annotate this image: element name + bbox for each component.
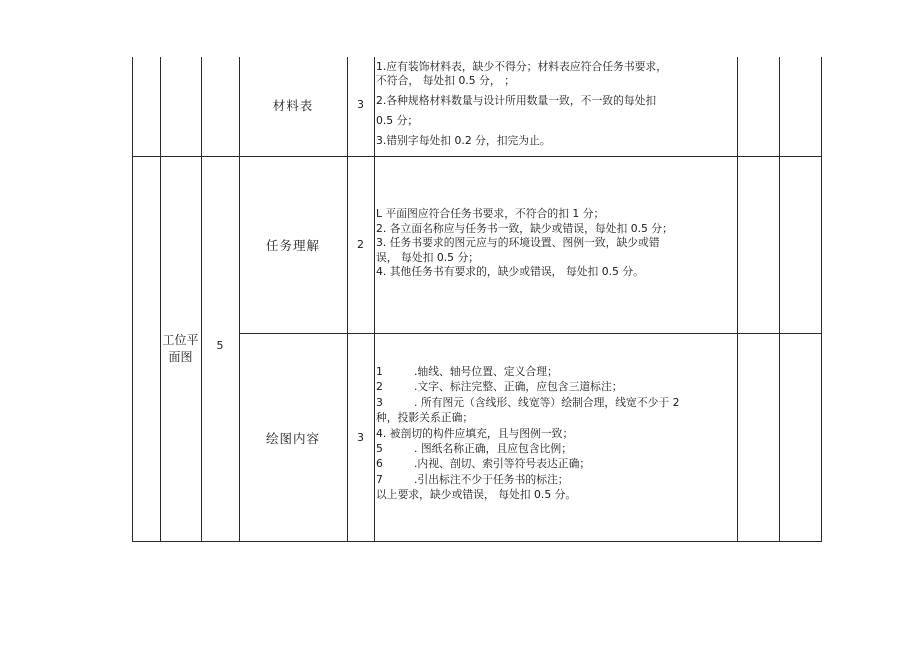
category-score: 5 [216, 338, 224, 352]
item-name: 任务理解 [265, 237, 320, 253]
item-score: 3 [357, 98, 364, 111]
criteria-line: 1.应有装饰材料表，缺少不得分；材料表应符合任务书要求， [376, 60, 668, 73]
criteria-number: 2 [376, 380, 383, 394]
criteria-materials [376, 60, 736, 148]
item-cell-task-understanding [239, 156, 347, 333]
criteria-text: .轴线、轴号位置、定义合理； [414, 365, 558, 378]
criteria-text: .内视、剖切、索引等符号表达正确； [414, 457, 591, 471]
criteria-line: 4. 其他任务书有要求的，缺少或错误， 每处扣 0.5 分。 [376, 265, 644, 279]
item-name: 材料表 [272, 97, 314, 113]
item-name: 绘图内容 [265, 430, 320, 446]
criteria-line: 0.5 分； [376, 114, 419, 127]
criteria-task-understanding [376, 207, 736, 280]
criteria-line: 种，投影关系正确； [376, 411, 474, 425]
col-divider-6 [737, 57, 738, 541]
category-name-line2: 面图 [168, 350, 193, 364]
criteria-number: 5 [376, 442, 383, 456]
item-cell-drawing-content [239, 333, 347, 542]
criteria-line [376, 364, 736, 379]
scoring-table [132, 57, 822, 542]
criteria-line: 4. 被剖切的构件应填充，且与图例一致； [376, 426, 574, 440]
category-score-cell [201, 156, 239, 542]
criteria-number: 3 [376, 395, 383, 409]
criteria-text: . 图纸名称正确，且应包含比例； [414, 442, 573, 456]
criteria-number: 1 [376, 365, 383, 378]
criteria-line: 不符合， 每处扣 0.5 分， ； [376, 74, 515, 87]
criteria-line: 2.各种规格材料数量与设计所用数量一致，不一致的每处扣 [376, 94, 657, 107]
item-score: 2 [357, 238, 364, 251]
score-cell-drawing-content [347, 333, 374, 542]
criteria-line: 2. 各立面名称应与任务书一致，缺少或错误，每处扣 0.5 分； [376, 221, 673, 235]
score-cell-materials [347, 57, 374, 156]
criteria-line: 以上要求，缺少或错误， 每处扣 0.5 分。 [376, 488, 577, 502]
criteria-number: 7 [376, 472, 383, 486]
category-name-cell [160, 156, 201, 542]
criteria-text: .文字、标注完整、正确，应包含三道标注； [414, 380, 623, 394]
criteria-line [376, 379, 736, 394]
item-cell-materials [239, 57, 347, 156]
score-cell-task-understanding [347, 156, 374, 333]
criteria-line: 3.错别字每处扣 0.2 分，扣完为止。 [376, 134, 551, 147]
criteria-line: 误， 每处扣 0.5 分； [376, 250, 480, 264]
criteria-line [376, 472, 736, 487]
criteria-number: 6 [376, 457, 383, 471]
criteria-line [376, 456, 736, 471]
criteria-line: 3. 任务书要求的图元应与的环境设置、图例一致，缺少或错 [376, 236, 660, 250]
criteria-text: .引出标注不少于任务书的标注； [414, 472, 569, 486]
item-score: 3 [357, 431, 364, 444]
criteria-line: L 平面图应符合任务书要求，不符合的扣 1 分； [376, 207, 605, 220]
criteria-text: . 所有图元（含线形、线宽等）绘制合理，线宽不少于 2 [414, 395, 680, 409]
criteria-drawing-content [376, 364, 736, 503]
col-divider-7 [779, 57, 780, 541]
col-divider-5 [374, 57, 375, 541]
category-name-line1: 工位平 [162, 333, 199, 347]
criteria-line [376, 395, 736, 410]
criteria-line [376, 441, 736, 456]
